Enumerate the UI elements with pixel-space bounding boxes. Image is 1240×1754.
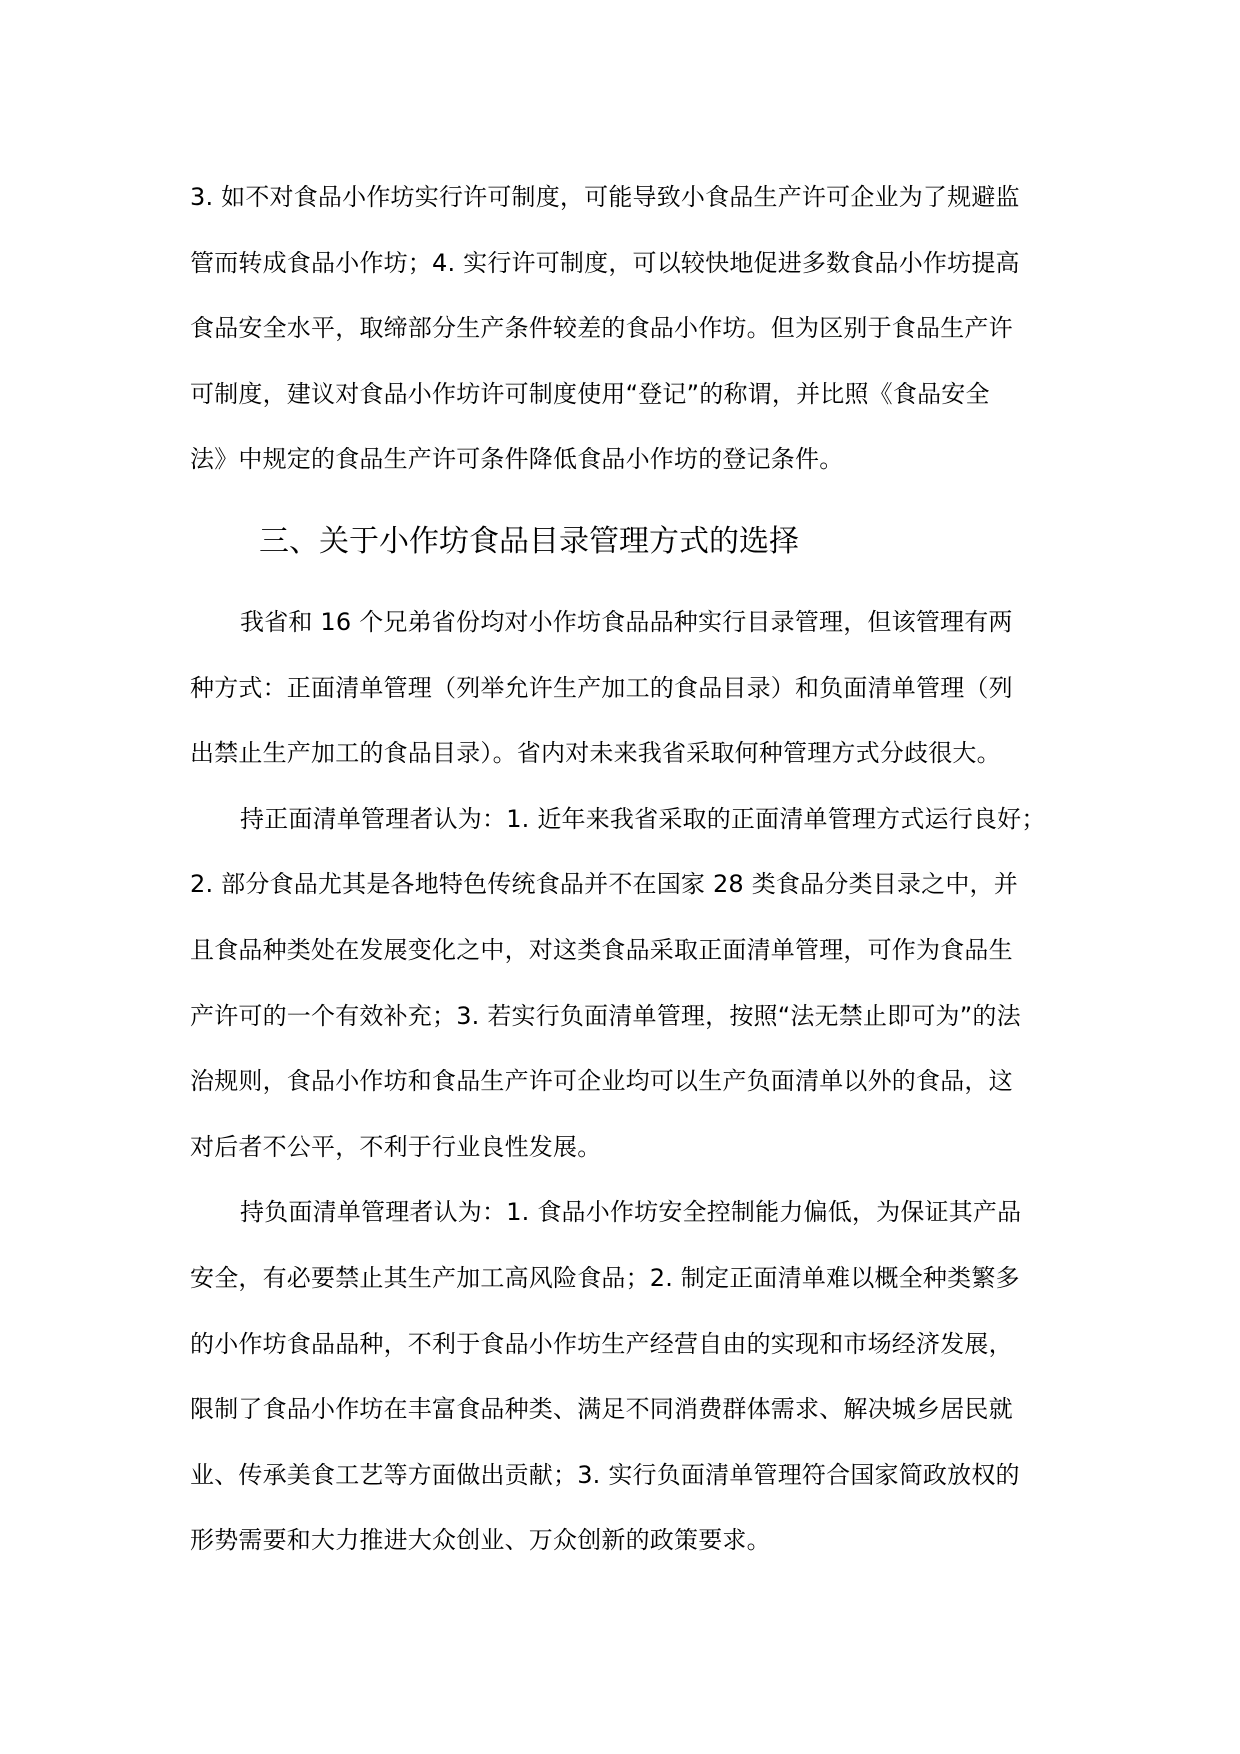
text-line: 形势需要和大力推进大众创业、万众创新的政策要求。 (190, 1526, 771, 1555)
text-line: 食品安全水平，取缔部分生产条件较差的食品小作坊。但为区别于食品生产许 (190, 314, 1013, 343)
text-line: 且食品种类处在发展变化之中，对这类食品采取正面清单管理，可作为食品生 (190, 935, 1013, 964)
text-line: 种方式：正面清单管理（列举允许生产加工的食品目录）和负面清单管理（列 (190, 673, 1013, 702)
text-line: 安全，有必要禁止其生产加工高风险食品；2. 制定正面清单难以概全种类繁多 (190, 1263, 1020, 1292)
section-body (190, 590, 1070, 1574)
text-line: 持负面清单管理者认为：1. 食品小作坊安全控制能力偏低，为保证其产品 (240, 1198, 1022, 1227)
text-line: 可制度，建议对食品小作坊许可制度使用“登记”的称谓，并比照《食品安全 (190, 379, 990, 408)
text-line: 2. 部分食品尤其是各地特色传统食品并不在国家 28 类食品分类目录之中，并 (190, 870, 1018, 899)
paragraph-negative-list (190, 1180, 1070, 1574)
continued-paragraph (190, 165, 1070, 493)
text-line: 的小作坊食品品种，不利于食品小作坊生产经营自由的实现和市场经济发展， (190, 1329, 1013, 1358)
paragraph-positive-list (190, 787, 1070, 1181)
section-heading: 三、关于小作坊食品目录管理方式的选择 (259, 524, 799, 559)
paragraph-catalog-management (190, 590, 1070, 787)
text-line: 我省和 16 个兄弟省份均对小作坊食品品种实行目录管理，但该管理有两 (240, 608, 1013, 636)
text-line: 法》中规定的食品生产许可条件降低食品小作坊的登记条件。 (190, 445, 844, 474)
text-line: 限制了食品小作坊在丰富食品种类、满足不同消费群体需求、解决城乡居民就 (190, 1395, 1013, 1424)
text-line: 出禁止生产加工的食品目录）。省内对未来我省采取何种管理方式分歧很大。 (190, 739, 1001, 768)
text-line: 3. 如不对食品小作坊实行许可制度，可能导致小食品生产许可企业为了规避监 (190, 183, 1020, 211)
text-line: 治规则，食品小作坊和食品生产许可企业均可以生产负面清单以外的食品，这 (190, 1067, 1013, 1096)
text-line: 产许可的一个有效补充；3. 若实行负面清单管理，按照“法无禁止即可为”的法 (190, 1001, 1021, 1030)
text-line: 业、传承美食工艺等方面做出贡献；3. 实行负面清单管理符合国家简政放权的 (190, 1460, 1020, 1489)
text-line: 管而转成食品小作坊；4. 实行许可制度，可以较快地促进多数食品小作坊提高 (190, 248, 1020, 277)
text-line: 对后者不公平，不利于行业良性发展。 (190, 1132, 602, 1161)
text-line: 持正面清单管理者认为：1. 近年来我省采取的正面清单管理方式运行良好； (240, 804, 1046, 833)
